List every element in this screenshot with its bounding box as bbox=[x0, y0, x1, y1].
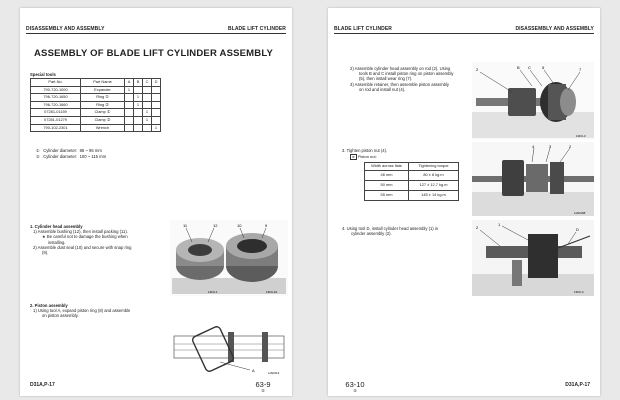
figure-cylinder-head bbox=[170, 220, 288, 296]
page-number-text: 63-9 bbox=[255, 380, 271, 389]
table-row bbox=[365, 170, 459, 180]
table-cell: 1 bbox=[143, 116, 152, 124]
table-cell bbox=[125, 94, 134, 102]
figure-code: 13F0-10 bbox=[266, 290, 278, 294]
left-header-topic: BLADE LIFT CYLINDER bbox=[227, 26, 286, 32]
note-number: ① bbox=[36, 148, 40, 153]
table-cell: 145 ± 14 kg.m bbox=[409, 190, 459, 200]
table-cell: Clamp ① bbox=[81, 109, 125, 117]
page-revision-mark: ⑤ bbox=[261, 388, 265, 393]
table-header-cell: Tightening torque bbox=[409, 163, 459, 171]
page-number-text: 63-10 bbox=[345, 380, 365, 389]
figure-code: 13F0-1 bbox=[208, 290, 218, 294]
table-header-cell: D bbox=[152, 79, 161, 87]
step4-line: cylinder assembly (2). bbox=[351, 231, 392, 237]
page-title: ASSEMBLY OF BLADE LIFT CYLINDER ASSEMBLY bbox=[34, 48, 274, 59]
table-cell: 55 mm bbox=[365, 190, 409, 200]
table-header-cell: A bbox=[125, 79, 134, 87]
table-cell: 1 bbox=[125, 86, 134, 94]
figure-code: 13F0-4 bbox=[574, 290, 584, 294]
figure-callout: 7 bbox=[579, 67, 582, 72]
figure-callout: 10 bbox=[237, 223, 242, 228]
table-header-cell: Part Name bbox=[81, 79, 125, 87]
table-cell bbox=[143, 101, 152, 109]
step1-line: installing. bbox=[48, 239, 66, 245]
note-value: 100 ~ 115 mm bbox=[79, 154, 107, 159]
table-cell: 1 bbox=[143, 109, 152, 117]
step1-line: ★ Be careful not to damage the bushing when bbox=[42, 234, 128, 240]
table-header-cell: B bbox=[134, 79, 143, 87]
table-header-row bbox=[31, 79, 161, 87]
table-cell bbox=[152, 101, 161, 109]
table-row bbox=[31, 116, 161, 124]
table-row bbox=[365, 180, 459, 190]
table-cell: 07281-01279 bbox=[31, 116, 81, 124]
table-cell: 1 bbox=[152, 124, 161, 132]
left-footer-model: D31A,P-17 bbox=[30, 382, 55, 388]
figure-callout: 11 bbox=[183, 223, 188, 228]
step2-line: 1) Using tool A, expand piston ring (8) and assemble bbox=[33, 308, 131, 314]
figure-callout: C bbox=[528, 65, 531, 70]
table-cell: 46 mm bbox=[365, 170, 409, 180]
note-cylinder-diameter-2 bbox=[36, 154, 106, 159]
figure-code: LIAF008 bbox=[574, 211, 586, 215]
table-row bbox=[365, 190, 459, 200]
figure-callout: 4 bbox=[532, 144, 535, 149]
step4-text bbox=[342, 226, 468, 236]
figure-install-cylinder-head bbox=[472, 220, 594, 296]
step-line: (5), then install wear ring (7). bbox=[359, 76, 413, 82]
figure-code: 13F0-3 bbox=[576, 134, 586, 138]
figure-piston-ring-expander bbox=[170, 326, 288, 376]
table-cell: Clamp ② bbox=[81, 116, 125, 124]
note-label: Cylinder diameter: bbox=[43, 148, 78, 153]
figure-callout: 3 bbox=[549, 144, 552, 149]
table-row bbox=[31, 94, 161, 102]
figure-callout: 2 bbox=[476, 67, 479, 72]
step1-line: 2) Assemble dust seal (10) and secure with snap ring bbox=[33, 244, 132, 250]
step1-title: 1. Cylinder head assembly bbox=[30, 224, 83, 229]
table-cell bbox=[125, 124, 134, 132]
page-revision-mark: ⑤ bbox=[353, 388, 357, 393]
table-cell: 1 bbox=[134, 94, 143, 102]
left-page bbox=[20, 8, 292, 396]
figure-callout: 12 bbox=[213, 223, 218, 228]
table-cell bbox=[125, 101, 134, 109]
special-tools-table bbox=[30, 78, 161, 132]
figure-piston-nut bbox=[472, 142, 594, 216]
table-cell bbox=[152, 94, 161, 102]
step2-text bbox=[30, 303, 160, 319]
right-page-header bbox=[334, 26, 594, 34]
table-cell: 796-720-1650 bbox=[31, 94, 81, 102]
right-footer-model: D31A,P-17 bbox=[565, 382, 590, 388]
table-cell: Wrench bbox=[81, 124, 125, 132]
table-cell: 07281-01159 bbox=[31, 109, 81, 117]
table-cell bbox=[134, 86, 143, 94]
step-line: on rod and install nut (4). bbox=[359, 86, 406, 92]
table-cell: 80 ± 8 kg.m bbox=[409, 170, 459, 180]
step1-text bbox=[30, 224, 160, 255]
table-header-cell: C bbox=[143, 79, 152, 87]
step4-line: 4. Using tool D, install cylinder head assembly (1) in bbox=[342, 226, 439, 231]
table-cell bbox=[152, 116, 161, 124]
table-cell: 796-720-1660 bbox=[31, 101, 81, 109]
left-header-section: DISASSEMBLY AND ASSEMBLY bbox=[26, 26, 105, 32]
step-line: tools B and C install piston ring on piston assembly bbox=[359, 71, 454, 77]
left-page-number bbox=[248, 380, 278, 393]
table-cell bbox=[143, 124, 152, 132]
table-cell: 1 bbox=[134, 101, 143, 109]
table-cell: Ring ① bbox=[81, 94, 125, 102]
table-cell bbox=[125, 116, 134, 124]
figure-callout: 1 bbox=[498, 222, 501, 227]
note-cylinder-diameter-1 bbox=[36, 148, 102, 153]
table-row bbox=[31, 124, 161, 132]
table-cell: 790-720-1000 bbox=[31, 86, 81, 94]
figure-callout: 2 bbox=[569, 144, 572, 149]
table-cell bbox=[152, 109, 161, 117]
table-row bbox=[31, 101, 161, 109]
table-cell bbox=[143, 94, 152, 102]
right-page bbox=[328, 8, 600, 396]
table-header-row bbox=[365, 163, 459, 171]
piston-nut-label bbox=[350, 154, 377, 160]
figure-code: LIAF013 bbox=[268, 371, 280, 375]
figure-callout: 2 bbox=[476, 225, 479, 230]
step2-title: 2. Piston assembly bbox=[30, 303, 68, 308]
step2-line: on piston assembly. bbox=[42, 313, 79, 319]
table-cell bbox=[134, 116, 143, 124]
step-line: 3) Assemble retainer, then assemble piston assembly bbox=[350, 81, 449, 87]
table-header-cell: Width across flats bbox=[365, 163, 409, 171]
table-cell bbox=[125, 109, 134, 117]
figure-callout: B bbox=[517, 65, 520, 70]
table-header-cell: Part No. bbox=[31, 79, 81, 87]
left-page-header bbox=[26, 26, 286, 34]
table-cell: Expander bbox=[81, 86, 125, 94]
step1-line: (9). bbox=[42, 250, 49, 256]
table-cell: 50 mm bbox=[365, 180, 409, 190]
table-cell: Ring ② bbox=[81, 101, 125, 109]
right-header-section: DISASSEMBLY AND ASSEMBLY bbox=[515, 26, 594, 32]
step2-continued-text bbox=[340, 66, 466, 92]
table-cell bbox=[152, 86, 161, 94]
table-cell: 790-102-2301 bbox=[31, 124, 81, 132]
table-cell bbox=[143, 86, 152, 94]
piston-nut-label-text: Piston nut: bbox=[357, 154, 377, 159]
right-page-number bbox=[340, 380, 370, 393]
note-number: ② bbox=[36, 154, 40, 159]
figure-callout: 5 bbox=[542, 65, 545, 70]
special-tools-label: Special tools bbox=[30, 72, 56, 77]
step1-line: 1) Assemble bushing (12), then install packing (11). bbox=[33, 229, 128, 235]
table-row bbox=[31, 109, 161, 117]
figure-callout: 9 bbox=[265, 223, 268, 228]
right-header-topic: BLADE LIFT CYLINDER bbox=[334, 26, 393, 32]
tighten-symbol-icon: ⚙ bbox=[352, 155, 355, 159]
step-line: 2) Assemble cylinder head assembly on rod (2). Using bbox=[350, 66, 451, 71]
figure-callout: D bbox=[576, 227, 579, 232]
note-value: 85 ~ 95 mm bbox=[79, 148, 102, 153]
figure-callout: A bbox=[252, 368, 255, 373]
table-cell: 127 ± 12.7 kg.m bbox=[409, 180, 459, 190]
table-cell bbox=[134, 124, 143, 132]
table-cell bbox=[134, 109, 143, 117]
note-label: Cylinder diameter: bbox=[43, 154, 78, 159]
step3-title: 3. Tighten piston nut (4). bbox=[342, 148, 388, 153]
torque-table bbox=[364, 162, 459, 201]
figure-piston-on-rod bbox=[472, 62, 594, 140]
table-row bbox=[31, 86, 161, 94]
